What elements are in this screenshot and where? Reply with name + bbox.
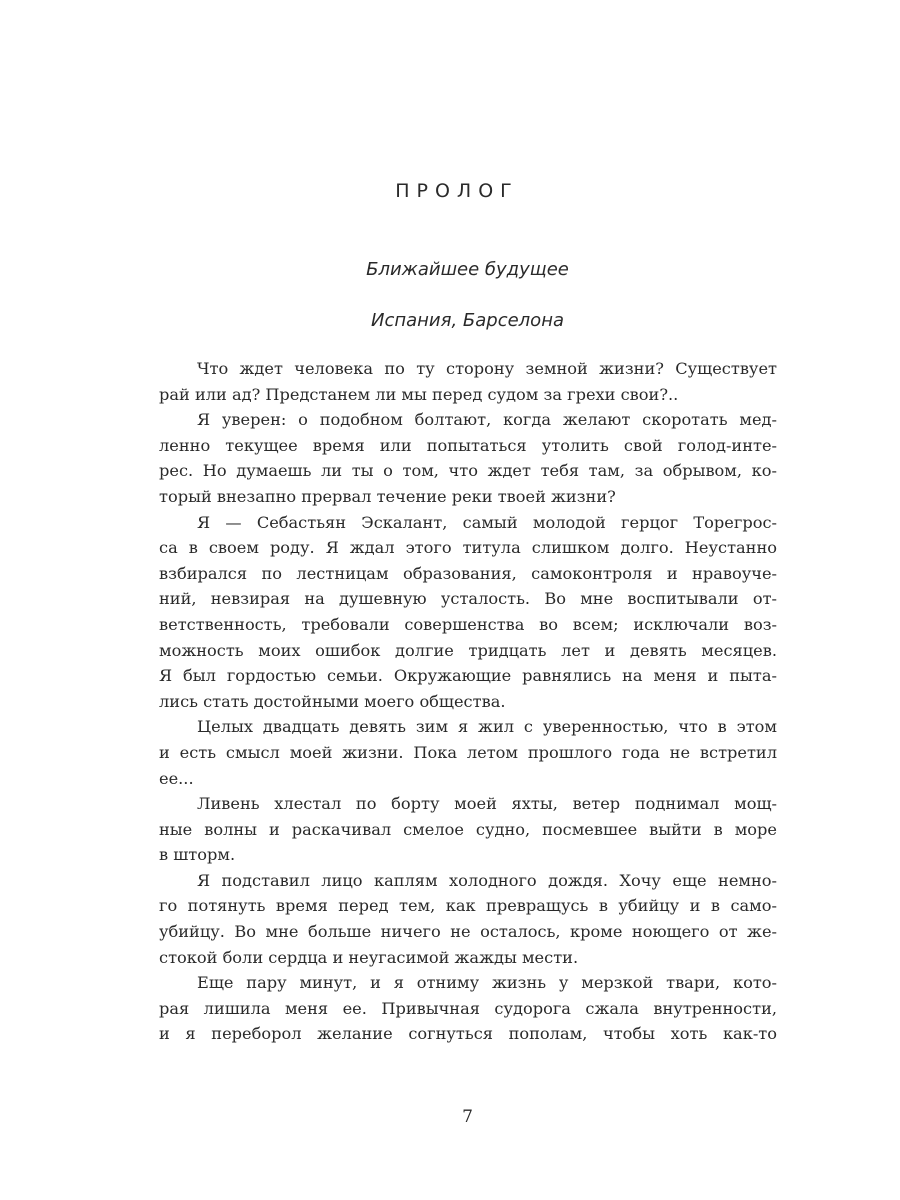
text-line: ний, невзирая на душевную усталость. Во мне воспитывали от- xyxy=(159,589,777,609)
text-line: рая лишила меня ее. Привычная судорога сжала внутренности, xyxy=(159,998,777,1018)
text-line: са в своем роду. Я ждал этого титула слишком долго. Неустанно xyxy=(159,538,777,558)
text-line: Ливень хлестал по борту моей яхты, ветер поднимал мощ- xyxy=(197,794,777,814)
text-line: и я переборол желание согнуться пополам, чтобы хоть как-то xyxy=(159,1024,777,1044)
text-line: ее... xyxy=(159,768,194,788)
text-line: ленно текущее время или попытаться утолить свой голод-инте- xyxy=(159,435,777,455)
body-text xyxy=(159,356,777,1047)
text-line: Я подставил лицо каплям холодного дождя. Хочу еще немно- xyxy=(197,870,777,890)
text-line: Целых двадцать девять зим я жил с уверенностью, что в этом xyxy=(197,717,777,737)
text-line: рес. Но думаешь ли ты о том, что ждет тебя там, за обрывом, ко- xyxy=(159,461,777,481)
text-line: Что ждет человека по ту сторону земной жизни? Существует xyxy=(197,359,777,378)
text-line: Я — Себастьян Эскалант, самый молодой герцог Торегрос- xyxy=(197,512,777,532)
text-line: взбирался по лестницам образования, самоконтроля и нравоуче- xyxy=(159,563,777,583)
text-line: ветственность, требовали совершенства во всем; исключали воз- xyxy=(159,614,777,634)
chapter-title: ПРОЛОГ xyxy=(395,180,519,202)
text-line: можность моих ошибок долгие тридцать лет и девять месяцев. xyxy=(159,640,777,660)
text-line: го потянуть время перед тем, как превращусь в убийцу и в само- xyxy=(159,896,777,916)
text-line: в шторм. xyxy=(159,845,236,865)
text-line: убийцу. Во мне больше ничего не осталось, кроме ноющего от же- xyxy=(159,922,777,942)
text-line: стокой боли сердца и неугасимой жажды мести. xyxy=(159,947,579,967)
text-line: торый внезапно прервал течение реки твоей жизни? xyxy=(159,486,616,506)
text-line: Я был гордостью семьи. Окружающие равнялись на меня и пыта- xyxy=(159,666,777,686)
page-number: 7 xyxy=(462,1107,473,1127)
text-line: ные волны и раскачивал смелое судно, посмевшее выйти в море xyxy=(159,819,777,839)
text-line: рай или ад? Предстанем ли мы перед судом за грехи свои?.. xyxy=(159,384,679,404)
text-line: Еще пару минут, и я отниму жизнь у мерзкой твари, кото- xyxy=(197,973,777,993)
text-line: Я уверен: о подобном болтают, когда желают скоротать мед- xyxy=(197,410,777,430)
text-line: и есть смысл моей жизни. Пока летом прошлого года не встретил xyxy=(159,742,777,762)
text-line: лись стать достойными моего общества. xyxy=(159,691,506,711)
chapter-time-subtitle: Ближайшее будущее xyxy=(366,259,569,280)
chapter-place-subtitle: Испания, Барселона xyxy=(371,310,564,331)
